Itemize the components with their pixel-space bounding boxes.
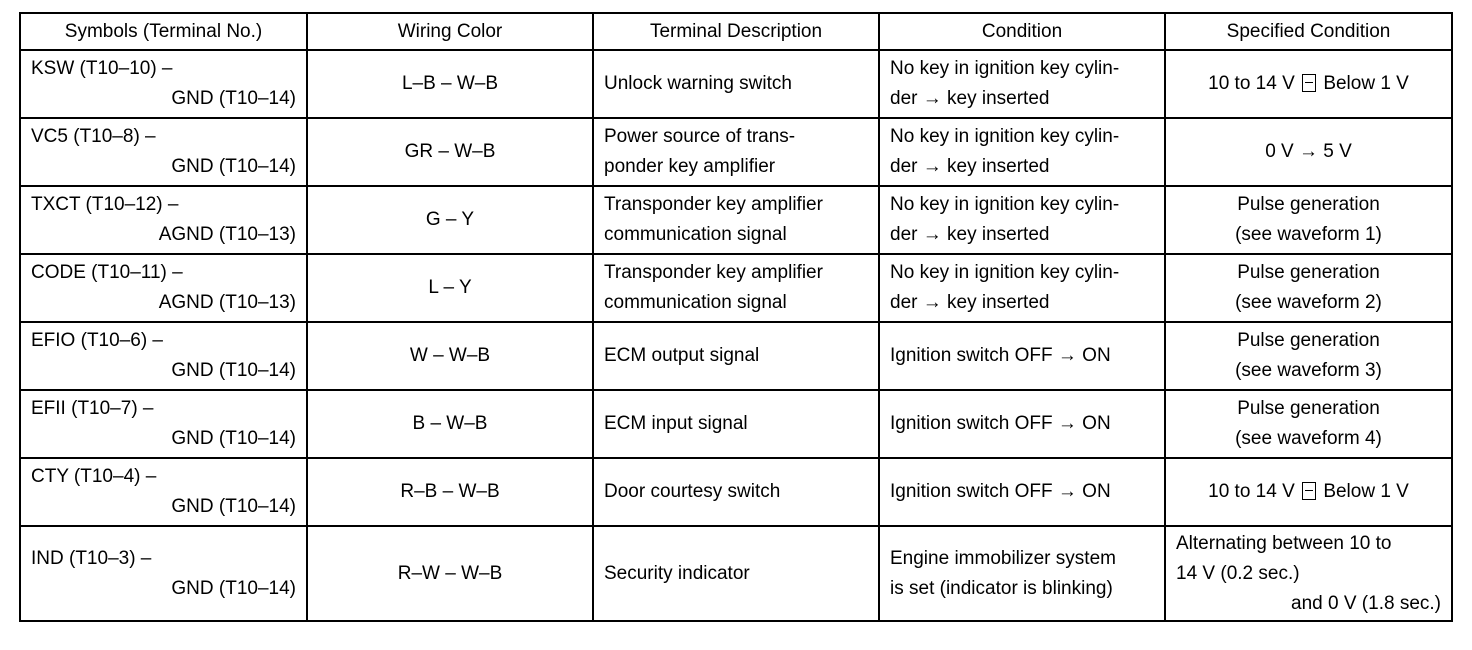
description-line-1: Transponder key amplifier [604,262,823,283]
specified-condition-cell [1165,526,1452,621]
specified-condition-cell [1165,458,1452,526]
description-cell [593,118,879,186]
condition-cell [879,254,1165,322]
specified-condition-cell [1165,254,1452,322]
condition-cell: Ignition switch OFF → ON [879,458,1165,526]
condition-line-2: der → key inserted [890,156,1050,177]
condition-line-2: is set (indicator is blinking) [890,577,1113,599]
condition-cell [879,118,1165,186]
spec-line-3: and 0 V (1.8 sec.) [1291,592,1441,614]
table-row [20,458,1452,526]
table-row [20,254,1452,322]
wiring-color-cell: L – Y [307,254,593,322]
spec-line-1: Pulse generation [1237,330,1380,351]
specified-condition-cell [1165,186,1452,254]
missing-glyph-icon [1302,74,1316,92]
description-line-2: communication signal [604,292,787,313]
spec-line-2: (see waveform 1) [1235,224,1382,245]
header-symbols: Symbols (Terminal No.) [20,13,307,50]
specified-condition-cell: 0 V → 5 V [1165,118,1452,186]
condition-line-2: der → key inserted [890,88,1050,109]
symbol-cell [20,458,307,526]
table-row [20,118,1452,186]
header-row [20,13,1452,50]
spec-line-2: (see waveform 2) [1235,292,1382,313]
symbol-ground: AGND (T10–13) [158,292,296,313]
spec-value-to: Below 1 V [1323,481,1409,502]
specified-condition-cell [1165,50,1452,118]
description-text: Unlock warning switch [604,73,792,94]
wiring-color-cell: R–B – W–B [307,458,593,526]
symbol-ground: AGND (T10–13) [158,224,296,245]
symbol-ground: GND (T10–14) [171,577,296,599]
condition-line-1: Engine immobilizer system [890,547,1116,569]
header-specified-condition: Specified Condition [1165,13,1452,50]
wiring-color-cell: G – Y [307,186,593,254]
spec-value-from: 10 to 14 V [1208,481,1295,502]
condition-line-1: No key in ignition key cylin- [890,126,1120,147]
specified-condition-cell [1165,390,1452,458]
spec-line-1: Pulse generation [1237,398,1380,419]
description-cell: Door courtesy switch [593,458,879,526]
wiring-color-cell: GR – W–B [307,118,593,186]
symbol-terminal: VC5 (T10–8) – [31,126,156,147]
condition-cell [879,526,1165,621]
description-line-2: ponder key amplifier [604,156,776,177]
header-terminal-description: Terminal Description [593,13,879,50]
symbol-cell [20,526,307,621]
condition-cell: Ignition switch OFF → ON [879,322,1165,390]
symbol-ground: GND (T10–14) [171,428,296,449]
spec-line-1: Alternating between 10 to [1176,532,1392,554]
condition-line-2: der → key inserted [890,292,1050,313]
condition-cell [879,50,1165,118]
symbol-terminal: KSW (T10–10) – [31,58,173,79]
symbol-terminal: IND (T10–3) – [31,547,152,569]
spec-line-2: 14 V (0.2 sec.) [1176,562,1300,584]
condition-cell [879,186,1165,254]
symbol-terminal: EFII (T10–7) – [31,398,154,419]
symbol-cell [20,254,307,322]
spec-line-2: (see waveform 3) [1235,360,1382,381]
symbol-cell [20,50,307,118]
symbol-ground: GND (T10–14) [171,496,296,517]
spec-value-to: Below 1 V [1323,73,1409,94]
symbol-ground: GND (T10–14) [171,156,296,177]
wiring-color-cell: R–W – W–B [307,526,593,621]
table-row [20,186,1452,254]
wiring-color-cell: L–B – W–B [307,50,593,118]
description-cell: ECM input signal [593,390,879,458]
description-cell [593,50,879,118]
condition-line-1: No key in ignition key cylin- [890,58,1120,79]
symbol-cell [20,118,307,186]
condition-cell: Ignition switch OFF → ON [879,390,1165,458]
symbol-ground: GND (T10–14) [171,360,296,381]
specified-condition-cell [1165,322,1452,390]
table-body [20,50,1452,621]
condition-line-1: No key in ignition key cylin- [890,262,1120,283]
terminal-spec-table [19,12,1453,622]
spec-line-2: (see waveform 4) [1235,428,1382,449]
description-cell [593,254,879,322]
missing-glyph-icon [1302,482,1316,500]
header-wiring-color: Wiring Color [307,13,593,50]
spec-line-1: Pulse generation [1237,262,1380,283]
symbol-terminal: TXCT (T10–12) – [31,194,179,215]
condition-line-2: der → key inserted [890,224,1050,245]
description-line-2: communication signal [604,224,787,245]
symbol-terminal: EFIO (T10–6) – [31,330,163,351]
symbol-terminal: CTY (T10–4) – [31,466,157,487]
spec-line-1: Pulse generation [1237,194,1380,215]
wiring-color-cell: W – W–B [307,322,593,390]
table-header [20,13,1452,50]
description-line-1: Power source of trans- [604,126,796,147]
table-row [20,390,1452,458]
wiring-color-cell: B – W–B [307,390,593,458]
table-row [20,50,1452,118]
terminal-spec-table-wrapper [19,12,1451,622]
table-row [20,526,1452,621]
description-cell: ECM output signal [593,322,879,390]
symbol-cell [20,186,307,254]
table-row [20,322,1452,390]
symbol-terminal: CODE (T10–11) – [31,262,183,283]
spec-value-from: 10 to 14 V [1208,73,1295,94]
symbol-cell [20,322,307,390]
header-condition: Condition [879,13,1165,50]
description-cell: Security indicator [593,526,879,621]
symbol-cell [20,390,307,458]
description-cell [593,186,879,254]
condition-line-1: No key in ignition key cylin- [890,194,1120,215]
symbol-ground: GND (T10–14) [171,88,296,109]
description-line-1: Transponder key amplifier [604,194,823,215]
